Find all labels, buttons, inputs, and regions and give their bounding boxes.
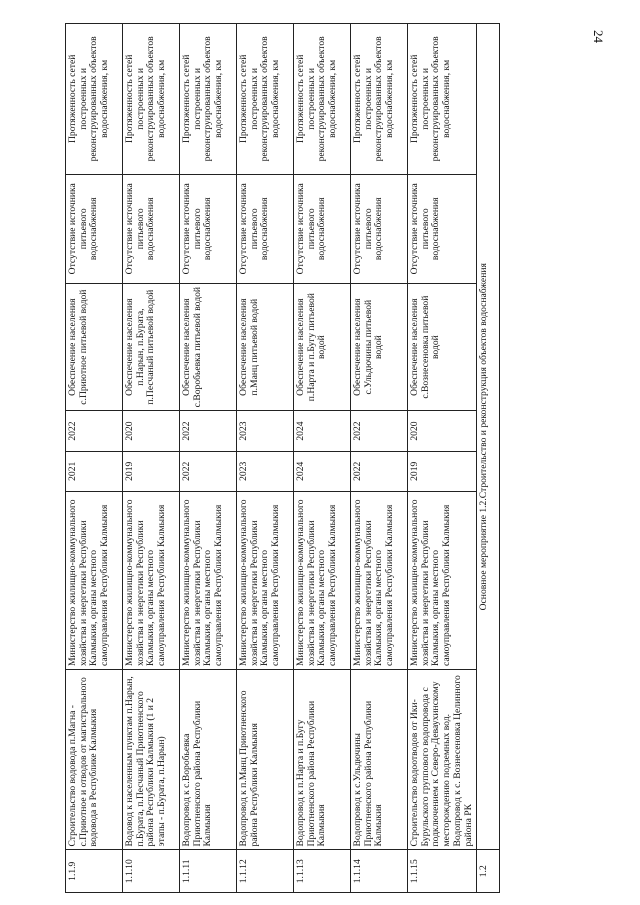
executor-cell: Министерство жилищно-коммунального хозяйства и энергетики Республики Калмыкия, органы местного самоуправления Республики Калмыкия <box>123 491 180 669</box>
problem-cell: Отсутствие источника питьевого водоснабжения <box>123 174 180 283</box>
row-number-cell: 1.1.12 <box>237 850 294 893</box>
measure-name-cell: Строительство водоотводов от Ики-Бурульского группового водопровода с подключением к Северо-Деваухинскому месторождению подземных вод. Водопровод к с. Вознесеновка Целинного района РК <box>408 670 477 850</box>
end-year-cell: 2022 <box>180 411 237 451</box>
start-year-cell: 2021 <box>66 451 123 491</box>
measure-name-cell: Водопровод к с.Ульдючины Приютненского района Республики Калмыкия <box>351 670 408 850</box>
row-number-cell: 1.1.9 <box>66 850 123 893</box>
row-number-cell: 1.1.13 <box>294 850 351 893</box>
executor-cell: Министерство жилищно-коммунального хозяйства и энергетики Республики Калмыкия, органы местного самоуправления Республики Калмыкия <box>351 491 408 669</box>
table-row <box>351 24 408 893</box>
problem-cell: Отсутствие источника питьевого водоснабжения <box>294 174 351 283</box>
indicator-cell: Протяженность сетей построенных и реконструированных объектов водоснабжения, км <box>123 24 180 175</box>
indicator-cell: Протяженность сетей построенных и реконструированных объектов водоснабжения, км <box>237 24 294 175</box>
problem-cell: Отсутствие источника питьевого водоснабжения <box>180 174 237 283</box>
end-year-cell: 2022 <box>66 411 123 451</box>
start-year-cell: 2019 <box>123 451 180 491</box>
executor-cell: Министерство жилищно-коммунального хозяйства и энергетики Республики Калмыкия, органы местного самоуправления Республики Калмыкия <box>294 491 351 669</box>
indicator-cell: Протяженность сетей построенных и реконструированных объектов водоснабжения, км <box>351 24 408 175</box>
start-year-cell: 2024 <box>294 451 351 491</box>
measure-name-cell: Водовод к населенным пунктам п.Нарын, п.Бурата, п.Песчаный Приютненского района Республики Калмыкия (1 и 2 этапы - п.Бурата, п.Нарын) <box>123 670 180 850</box>
subsection-number: 1.2 <box>477 850 500 893</box>
end-year-cell: 2020 <box>123 411 180 451</box>
expected-result-cell: Обеспечение населения с.Ульдючины питьевой водой <box>351 283 408 411</box>
indicator-cell: Протяженность сетей построенных и реконструированных объектов водоснабжения, км <box>408 24 477 175</box>
program-measures-table <box>65 23 500 893</box>
measure-name-cell: Строительство водовода п.Магна - с.Приютное и отводов от магистрального водовода в Республике Калмыкия <box>66 670 123 850</box>
problem-cell: Отсутствие источника питьевого водоснабжения <box>351 174 408 283</box>
subsection-title: Основное мероприятие 1.2.Строительство и реконструкция объектов водоснабжения <box>477 24 500 850</box>
expected-result-cell: Обеспечение населения п.Нарын, п.Бурата, п.Песчаный питьевой водой <box>123 283 180 411</box>
start-year-cell: 2022 <box>180 451 237 491</box>
problem-cell: Отсутствие источника питьевого водоснабжения <box>237 174 294 283</box>
table-row <box>408 24 477 893</box>
row-number-cell: 1.1.14 <box>351 850 408 893</box>
table-row <box>180 24 237 893</box>
expected-result-cell: Обеспечение населения п.Нарта и п.Бугу питьевой водой <box>294 283 351 411</box>
expected-result-cell: Обеспечение населения с.Приютное питьевой водой <box>66 283 123 411</box>
start-year-cell: 2019 <box>408 451 477 491</box>
measure-name-cell: Водопровод к с.Воробьевка Приютненского района Республики Калмыкия <box>180 670 237 850</box>
indicator-cell: Протяженность сетей построенных и реконструированных объектов водоснабжения, км <box>180 24 237 175</box>
problem-cell: Отсутствие источника питьевого водоснабжения <box>66 174 123 283</box>
expected-result-cell: Обеспечение населения п.Манц питьевой водой <box>237 283 294 411</box>
rotated-table-sheet <box>65 23 555 893</box>
end-year-cell: 2024 <box>294 411 351 451</box>
executor-cell: Министерство жилищно-коммунального хозяйства и энергетики Республики Калмыкия, органы местного самоуправления Республики Калмыкия <box>237 491 294 669</box>
indicator-cell: Протяженность сетей построенных и реконструированных объектов водоснабжения, км <box>66 24 123 175</box>
end-year-cell: 2022 <box>351 411 408 451</box>
row-number-cell: 1.1.11 <box>180 850 237 893</box>
table-row <box>66 24 123 893</box>
start-year-cell: 2022 <box>351 451 408 491</box>
executor-cell: Министерство жилищно-коммунального хозяйства и энергетики Республики Калмыкия, органы местного самоуправления Республики Калмыкия <box>180 491 237 669</box>
expected-result-cell: Обеспечение населения с.Воробьевка питьевой водой <box>180 283 237 411</box>
row-number-cell: 1.1.10 <box>123 850 180 893</box>
table-row <box>294 24 351 893</box>
indicator-cell: Протяженность сетей построенных и реконструированных объектов водоснабжения, км <box>294 24 351 175</box>
measure-name-cell: Водопровод к п.Манц Приютненского района Республики Калмыкия <box>237 670 294 850</box>
page-number: 24 <box>591 30 606 43</box>
executor-cell: Министерство жилищно-коммунального хозяйства и энергетики Республики Калмыкия, органы местного самоуправления Республики Калмыкия <box>66 491 123 669</box>
end-year-cell: 2020 <box>408 411 477 451</box>
start-year-cell: 2023 <box>237 451 294 491</box>
table-row <box>123 24 180 893</box>
end-year-cell: 2023 <box>237 411 294 451</box>
executor-cell: Министерство жилищно-коммунального хозяйства и энергетики Республики Калмыкия, органы местного самоуправления Республики Калмыкия <box>408 491 477 669</box>
problem-cell: Отсутствие источника питьевого водоснабжения <box>408 174 477 283</box>
table-row <box>237 24 294 893</box>
row-number-cell: 1.1.15 <box>408 850 477 893</box>
measure-name-cell: Водопровод к п.Нарта и п.Бугу Приютненского района Республики Калмыкия <box>294 670 351 850</box>
expected-result-cell: Обеспечение населения с.Вознесеновка питьевой водой <box>408 283 477 411</box>
subsection-row <box>477 24 500 893</box>
